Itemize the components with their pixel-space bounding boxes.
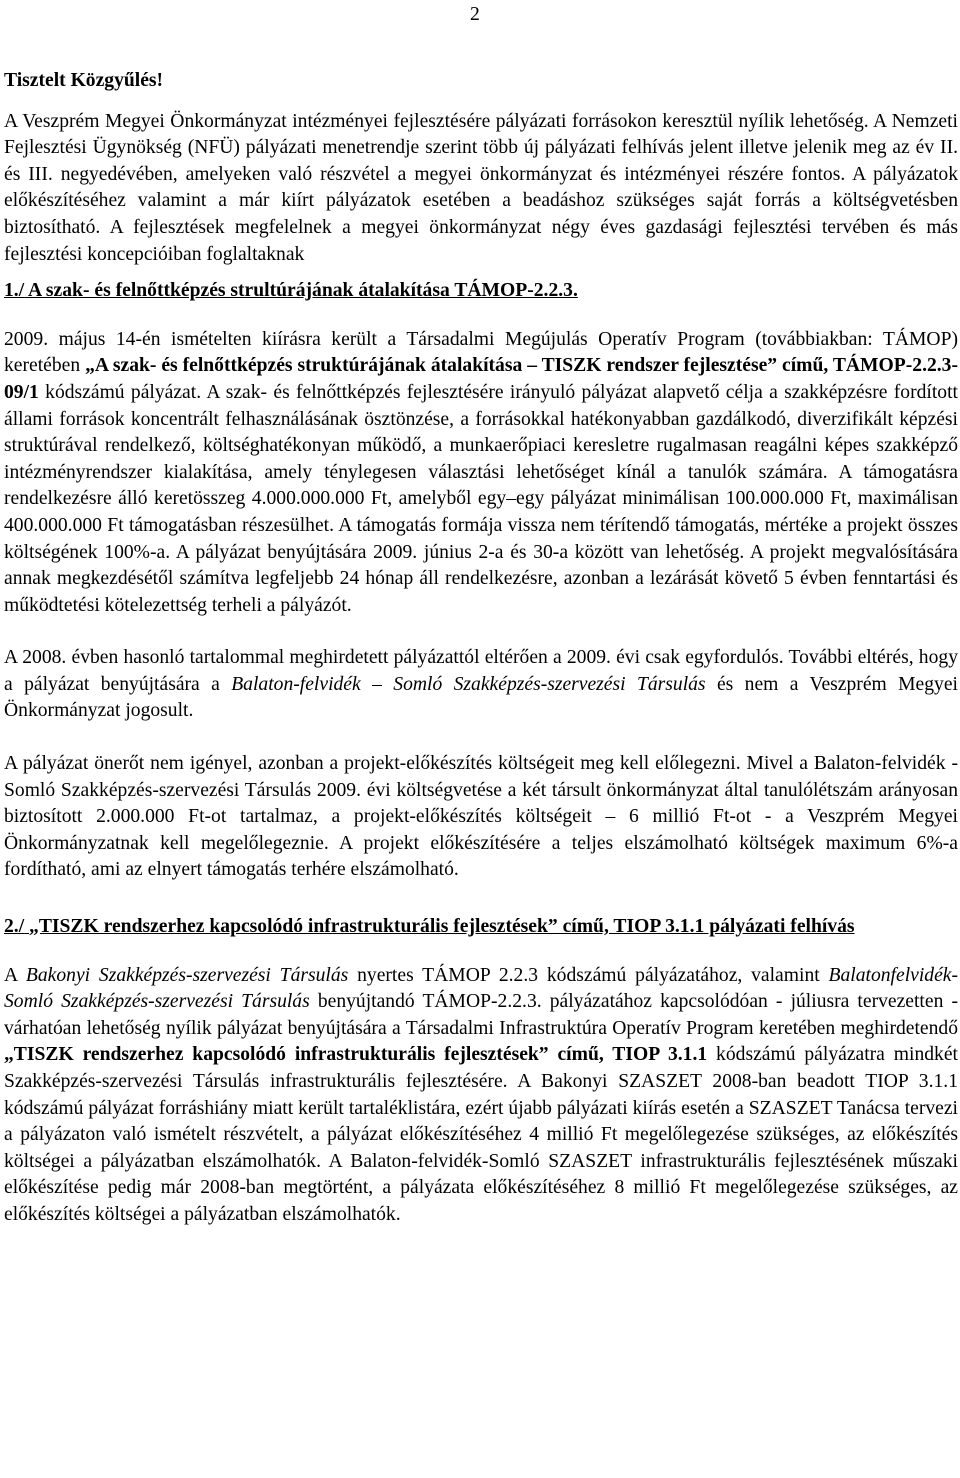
text-run: benyújtandó TÁMOP-2.2.3. pályázatához kapcsolódóan - júliusra tervezetten - várhatóan lehetőség nyílik pályázat benyújtására a Társadalmi Infrastruktúra Operatív Program keretében meghirdetendő (4, 991, 958, 1039)
italic-run: Bakonyi Szakképzés-szervezési Társulás (25, 964, 349, 986)
document-body (4, 68, 958, 1229)
section-1-heading (4, 278, 958, 305)
bold-run: „A szak- és felnőttképzés struktúrájának átalakítása – TISZK rendszer fejlesztése” című, TÁMOP-2.2.3-09/1 (4, 355, 958, 403)
section-2-heading (4, 914, 958, 941)
text-run: 2009. május 14-én ismételten kiírásra került a Társadalmi Megújulás Operatív Program (továbbiakban: TÁMOP) keretében (4, 328, 958, 377)
text-run: kódszámú pályázatra mindkét Szakképzés-szervezési Társulás infrastrukturális fejlesztésére. A Bakonyi SZASZET 2008-ban beadott TIOP 3.1.1 kódszámú pályázat forráshiány miatt került tartaléklistára, ezért újabb pályázati kiírás esetén a SZASZET Tanácsa tervezi a pályázaton való ismételt részvételt, a pályázat előkészítéséhez 4 millió Ft megelőlegezése szükséges, az előkészítés költségei a pályázatban elszámolhatók. A Balaton-felvidék-Somló SZASZET infrastrukturális fejlesztésének műszaki előkészítése pedig már 2008-ban megtörtént, a pályázata előkészítéséhez 8 millió Ft megelőlegezése szükséges, az előkészítés költségei a pályázatban elszámolhatók. (4, 1044, 958, 1225)
section-2-paragraph (4, 963, 958, 1229)
section-1-title: A szak- és felnőttképzés strultúrájának átalakítása TÁMOP-2.2.3. (27, 280, 578, 302)
text-run: A 2008. évben hasonló tartalommal meghirdetett pályázattól eltérően a 2009. évi csak egyfordulós. További eltérés, hogy a pályázat benyújtására a (4, 647, 958, 695)
section-2-number: 2./ (4, 916, 25, 938)
section-1-paragraph-2 (4, 645, 958, 725)
section-1-number: 1./ (4, 280, 25, 302)
text-run: A (4, 964, 26, 986)
section-1-paragraph-3: A pályázat önerőt nem igényel, azonban a projekt-előkészítés költségeit meg kell előlegezni. Mivel a Balaton-felvidék - Somló Szakképzés-szervezési Társulás 2009. évi költségvetése a két társult önkormányzat által tanulólétszám arányosan biztosított 2.000.000 Ft-ot tartalmaz, a projekt-előkészítés költségeit – 6 millió Ft-ot - a Veszprém Megyei Önkormányzatnak kell megelőlegeznie. A projekt előkészítésére a teljes elszámolható költségek maximum 6%-a fordítható, ami az elnyert támogatás terhére elszámolható. (4, 753, 958, 881)
text-run: nyertes TÁMOP 2.2.3 kódszámú pályázatához, valamint (348, 964, 829, 986)
page-number: 2 (470, 4, 480, 25)
intro-paragraph: A Veszprém Megyei Önkormányzat intézményei fejlesztésére pályázati forrásokon keresztül nyílik lehetőség. A Nemzeti Fejlesztési Ügynökség (NFÜ) pályázati menetrendje szerint több új pályázati felhívás jelent illetve jelenik meg az év II. és III. negyedévében, amelyeken való részvétel a megyei önkormányzat és intézményei részére fontos. A pályázatok előkészítéséhez valamint a már kiírt pályázatok esetében a beadáshoz szükséges saját forrás a költségvetésben biztosítható. A fejlesztések megfelelnek a megyei önkormányzat négy éves gazdasági fejlesztési tervében és más fejlesztési koncepcióiban foglaltaknak (4, 110, 958, 265)
bold-run: „TISZK rendszerhez kapcsolódó infrastrukturális fejlesztések” című, TIOP 3.1.1 (4, 1044, 708, 1066)
italic-run: Balaton-felvidék – Somló Szakképzés-szervezési Társulás (231, 673, 706, 695)
italic-run: Balatonfelvidék-Somló Szakképzés-szervezési Társulás (4, 964, 958, 1013)
section-2-title: „TISZK rendszerhez kapcsolódó infrastrukturális fejlesztések” című, TIOP 3.1.1 pályázati felhívás (29, 916, 855, 938)
salutation: Tisztelt Közgyűlés! (4, 70, 164, 91)
section-1-paragraph-1 (4, 327, 958, 620)
text-run: kódszámú pályázat. A szak- és felnőttképzés fejlesztésére irányuló pályázat alapvető célja a szakképzésre fordított állami források koncentrált felhasználásának ösztönzése, a forrásokkal hatékonyabban gazdálkodó, diverzifikált képzési struktúrával rendelkező, költséghatékonyan működő, a munkaerőpiaci keresletre rugalmasan reagálni képes szakképző intézményrendszer kialakítása, amely ténylegesen választási lehetőséget kínál a tanulók számára. A támogatásra rendelkezésre álló keretösszeg 4.000.000.000 Ft, amelyből egy–egy pályázat minimálisan 100.000.000 Ft, maximálisan 400.000.000 Ft támogatásban részesülhet. A támogatás formája vissza nem térítendő támogatás, mértéke a projekt összes költségének 100%-a. A pályázat benyújtására 2009. június 2-a és 30-a között van lehetőség. A projekt megvalósítására annak megkezdésétől számítva legfeljebb 24 hónap áll rendelkezésre, azonban a lezárását követő 5 évben fenntartási és működtetési kötelezettség terheli a pályázót. (4, 381, 958, 616)
text-run: és nem a Veszprém Megyei Önkormányzat jogosult. (4, 673, 958, 722)
